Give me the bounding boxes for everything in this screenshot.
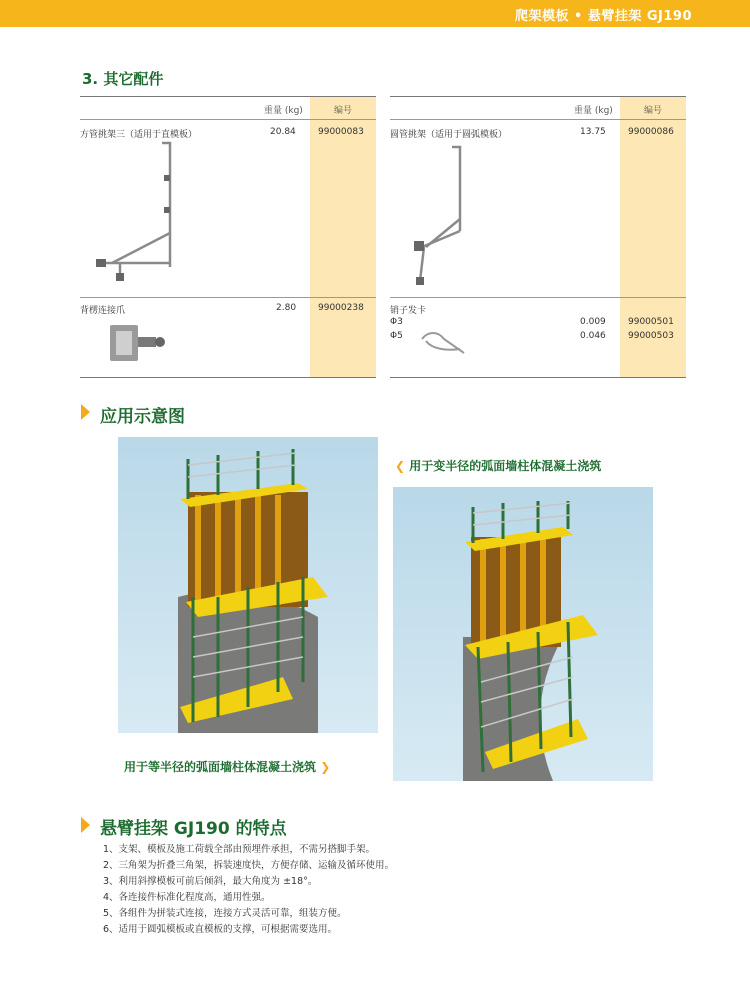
square-bracket-image	[90, 137, 220, 287]
pin-variant-code: 99000501	[628, 317, 674, 327]
section-arrow-icon	[81, 404, 90, 420]
pin-variant-weight: 0.046	[580, 331, 606, 341]
feature-item: 2、三角架为折叠三角架，拆装速度快，方便存储、运输及循环使用。	[103, 860, 395, 871]
equal-radius-scene-image	[118, 437, 378, 733]
right-parts-table	[390, 96, 686, 378]
pin-variant-weight: 0.009	[580, 317, 606, 327]
part-name: 圆管挑架（适用于圆弧模板）	[390, 130, 508, 140]
connector-claw-image	[102, 319, 172, 367]
chevron-left-icon: ❮	[395, 459, 410, 473]
variable-radius-scene-image	[393, 487, 653, 781]
hairpin-image	[418, 329, 468, 359]
feature-item: 1、支架、模板及施工荷载全部由预埋件承担，不需另搭脚手架。	[103, 844, 376, 855]
left-caption-text: 用于等半径的弧面墙柱体混凝土浇筑	[124, 760, 317, 774]
part-code: 99000083	[318, 127, 364, 137]
weight-header: 重量 (kg)	[574, 106, 613, 116]
code-header: 编号	[644, 106, 663, 116]
features-list	[103, 841, 394, 937]
section-title: 3. 其它配件	[82, 70, 164, 88]
part-weight: 20.84	[270, 127, 296, 137]
code-column-bg	[310, 97, 376, 377]
feature-item: 4、各连接件标准化程度高，通用性强。	[103, 892, 271, 903]
round-bracket-image	[404, 143, 504, 288]
weight-header: 重量 (kg)	[264, 106, 303, 116]
pin-variant-code: 99000503	[628, 331, 674, 341]
left-caption	[124, 758, 330, 775]
application-title: 应用示意图	[100, 407, 185, 427]
right-caption	[395, 457, 601, 474]
pin-variant-label: Φ3	[390, 317, 403, 327]
feature-item: 3、利用斜撑模板可前后倾斜，最大角度为 ±18°。	[103, 876, 318, 887]
header-title: 爬架模板 • 悬臂挂架 GJ190	[514, 9, 692, 24]
left-parts-table	[80, 96, 376, 378]
part-name: 背楞连接爪	[80, 306, 126, 316]
pin-name: 销子发卡	[390, 306, 427, 316]
feature-item: 5、各组件为拼装式连接，连接方式灵活可靠，组装方便。	[103, 908, 347, 919]
part-code: 99000086	[628, 127, 674, 137]
chevron-right-icon: ❯	[316, 760, 331, 774]
feature-item: 6、适用于圆弧模板或直模板的支撑，可根据需要选用。	[103, 924, 338, 935]
header-bar	[0, 0, 750, 27]
part-weight: 13.75	[580, 127, 606, 137]
pin-variant-label: Φ5	[390, 331, 403, 341]
part-name: 方管挑架三（适用于直模板）	[80, 130, 198, 140]
section-arrow-icon	[81, 817, 90, 833]
part-weight: 2.80	[276, 303, 297, 313]
features-title: 悬臂挂架 GJ190 的特点	[100, 819, 287, 839]
part-code: 99000238	[318, 303, 364, 313]
code-header: 编号	[334, 106, 353, 116]
right-caption-text: 用于变半径的弧面墙柱体混凝土浇筑	[409, 459, 602, 473]
